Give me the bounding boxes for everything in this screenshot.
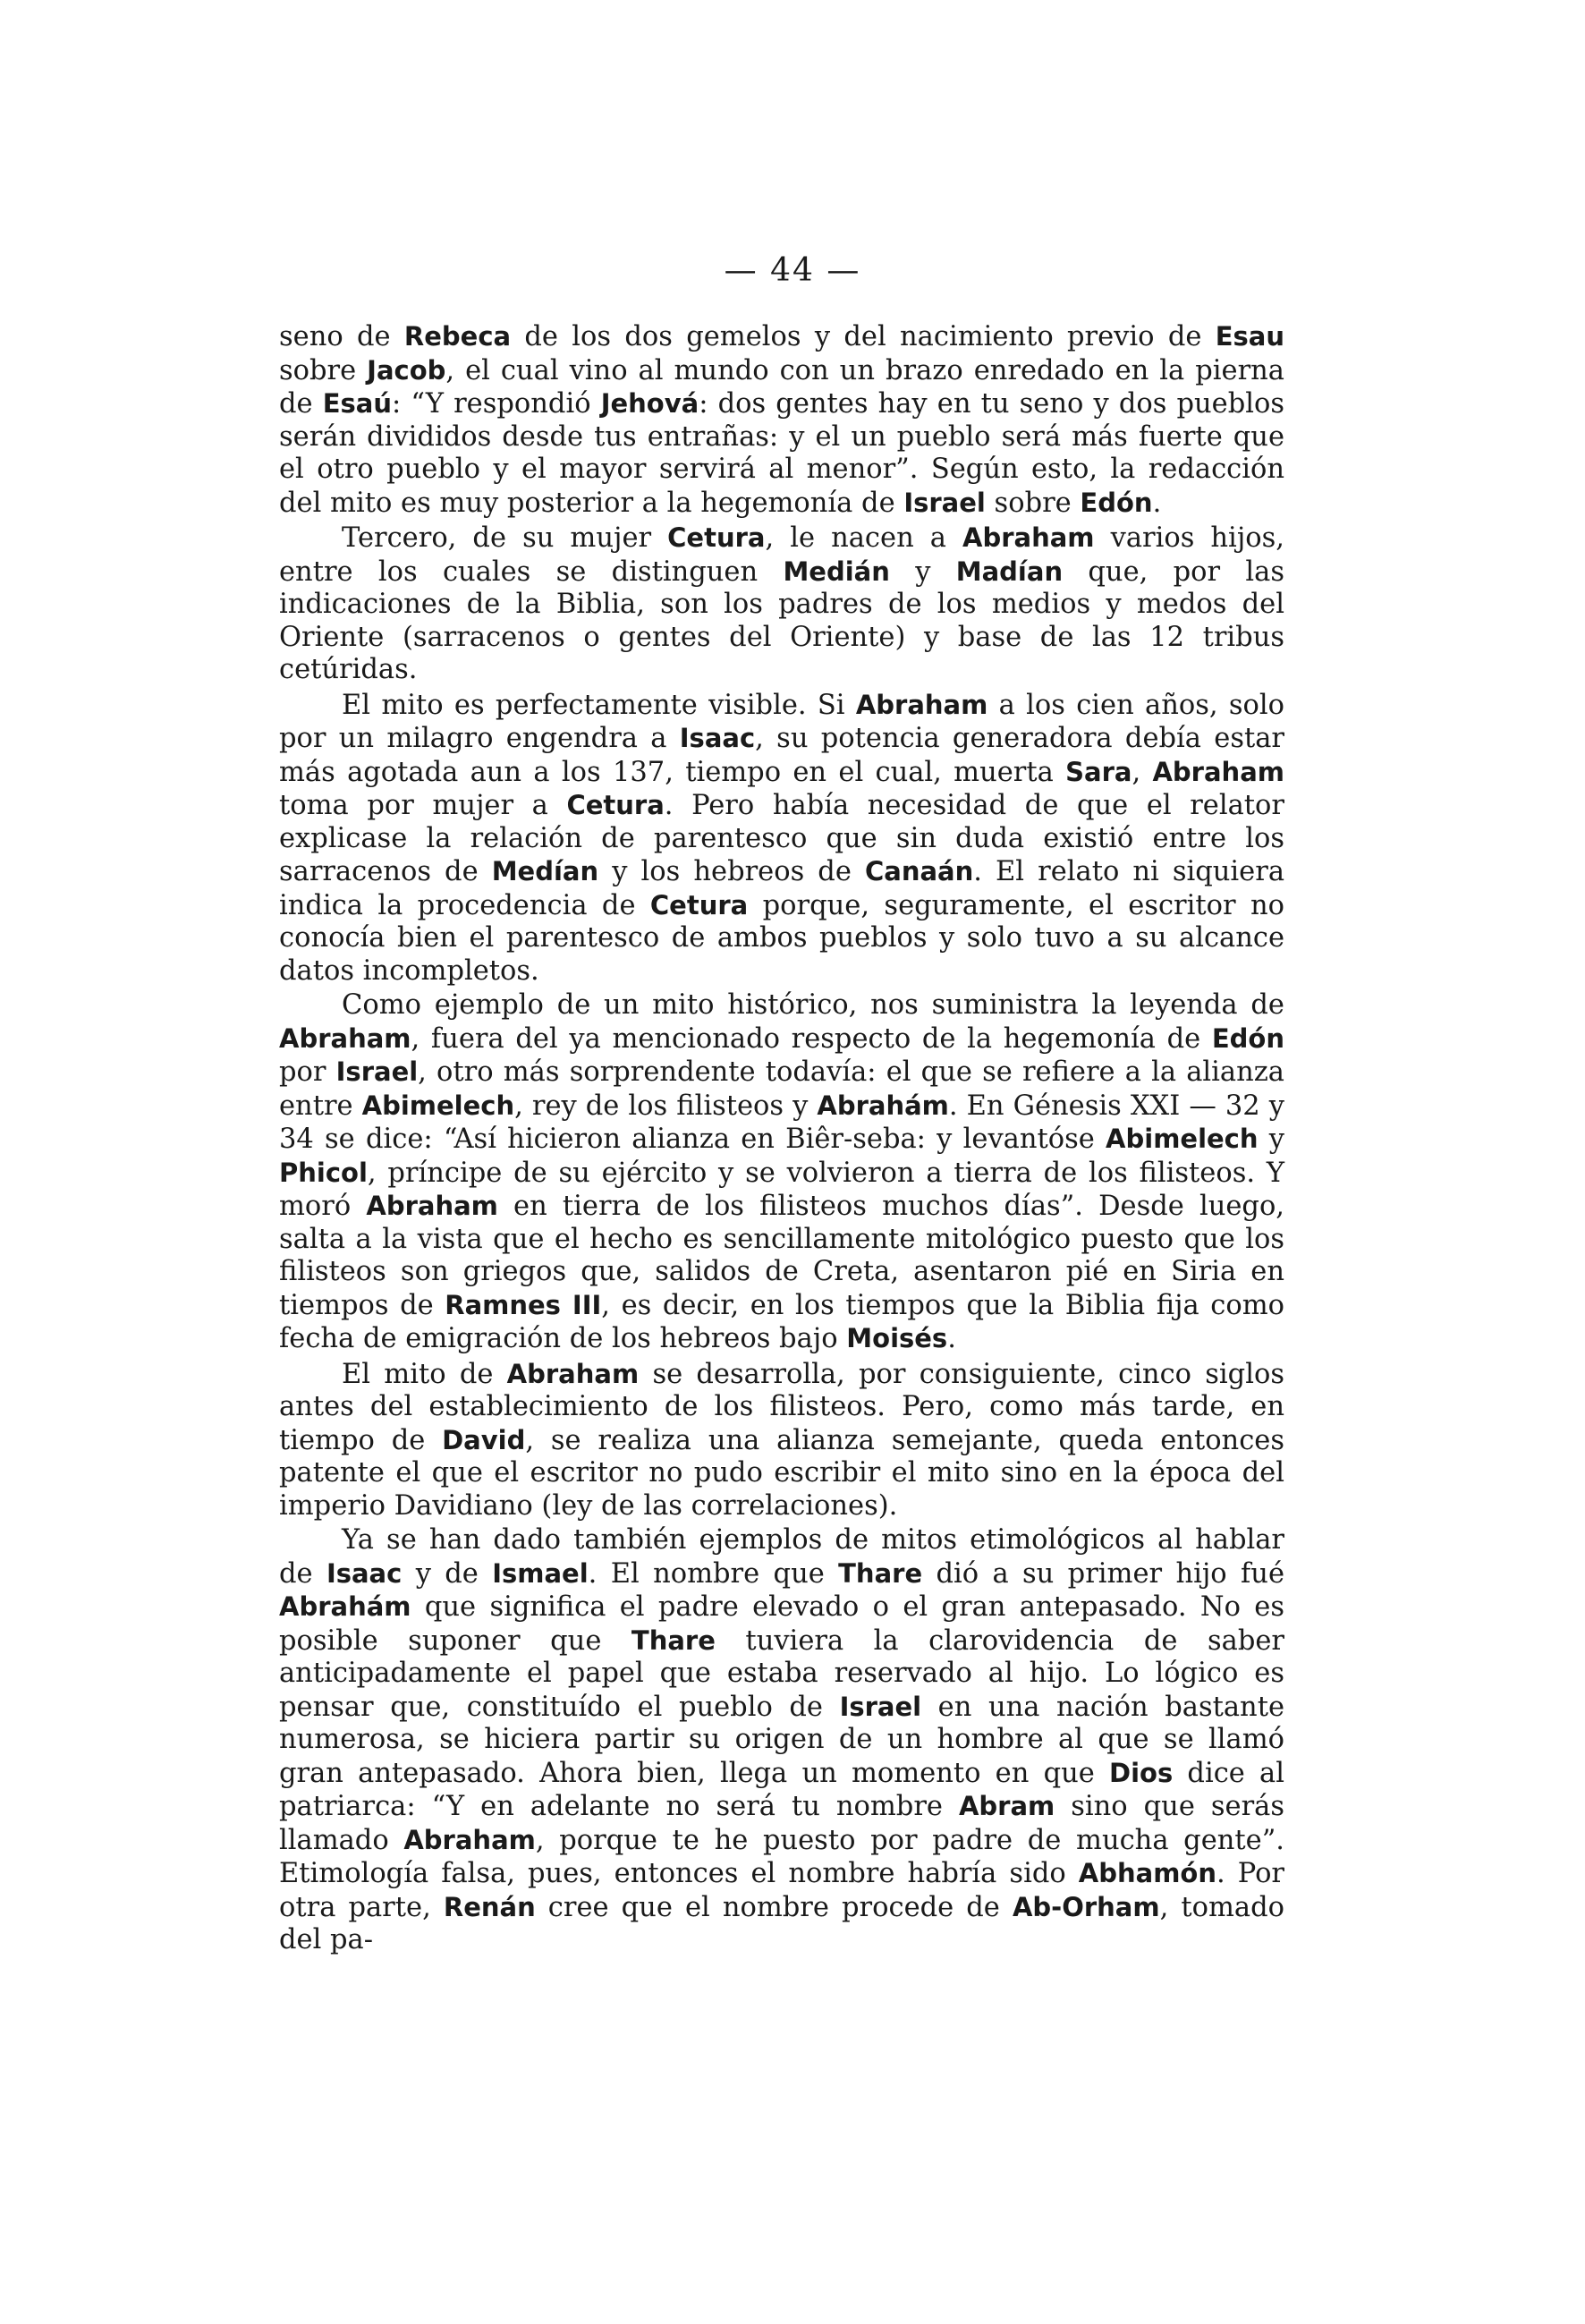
- proper-name: Moisés: [846, 1323, 948, 1353]
- text-run: tuviera la clarovidencia de saber anticipadamente el papel que estaba reservado al hijo. Lo lógico es pensar que, constituído el pueblo de: [279, 1624, 1284, 1723]
- text-run: de los dos gemelos y del nacimiento previo de: [511, 321, 1216, 352]
- proper-name: Jehová: [600, 388, 699, 419]
- proper-name: Edón: [1080, 487, 1153, 518]
- proper-name: Renán: [443, 1891, 536, 1922]
- proper-name: Abraham: [279, 1022, 411, 1054]
- text-run: y: [889, 556, 956, 588]
- text-run: porque, seguramente, el escritor no conocía bien el parentesco de ambos pueblos y solo tuvo a su alcance datos incompletos.: [279, 889, 1284, 987]
- proper-name: Israel: [903, 487, 986, 518]
- paragraph: [279, 989, 1284, 1356]
- text-run: seno de: [279, 321, 404, 352]
- paragraph: [279, 1524, 1284, 1957]
- text-run: por: [279, 1056, 336, 1088]
- text-run: . Pero había necesidad de que el relator explicase la relación de parentesco que sin duda existió entre los sarracenos de: [279, 790, 1284, 887]
- text-run: , su potencia generadora debía estar más agotada aun a los 137, tiempo en el cual, muerta: [279, 723, 1284, 788]
- proper-name: Edón: [1211, 1022, 1284, 1054]
- text-run: , fuera del ya mencionado respecto de la hegemonía de: [411, 1022, 1212, 1055]
- text-run: Tercero, de su mujer: [342, 522, 668, 554]
- text-run: . El nombre que: [588, 1557, 839, 1590]
- proper-name: Ramnes III: [445, 1289, 602, 1320]
- text-run: dió a su primer hijo fué: [922, 1557, 1285, 1590]
- text-run: y: [1258, 1124, 1284, 1155]
- text-run: cree que el nombre procede de: [535, 1891, 1013, 1923]
- proper-name: Abraham: [1152, 756, 1284, 787]
- text-run: , se realiza una alianza semejante, queda entonces patente el que el escritor no pudo escribir el mito sino en la época del imperio Davidiano (ley de las correlaciones).: [279, 1424, 1284, 1522]
- proper-name: Isaac: [679, 723, 756, 753]
- text-run: El mito de: [342, 1358, 507, 1390]
- text-run: Ya se han dado también ejemplos de mitos etimológicos al hablar de: [279, 1524, 1284, 1590]
- text-run: , es decir, en los tiempos que la Biblia fija como fecha de emigración de los hebreos bajo: [279, 1289, 1284, 1354]
- proper-name: Israel: [335, 1056, 419, 1087]
- proper-name: Thare: [838, 1557, 923, 1589]
- proper-name: Cetura: [649, 889, 749, 920]
- proper-name: Rebeca: [403, 321, 512, 352]
- text-run: . Por otra parte,: [279, 1858, 1285, 1923]
- text-run: , le nacen a: [765, 522, 963, 554]
- text-run: sobre: [279, 354, 368, 386]
- proper-name: Abrahám: [279, 1591, 411, 1622]
- proper-name: Phicol: [279, 1157, 368, 1188]
- page-number: — 44 —: [724, 252, 861, 289]
- proper-name: Abram: [958, 1791, 1055, 1821]
- text-run: , el cual vino al mundo con un brazo enredado en la pierna de: [279, 354, 1284, 420]
- text-run: . En Génesis XXI — 32 y 34 se dice: “Así hicieron alianza en Biêr-seba: y levantóse: [279, 1090, 1284, 1155]
- proper-name: Abraham: [855, 689, 988, 720]
- text-run: El mito es perfectamente visible. Si: [342, 689, 856, 721]
- paragraph: [279, 689, 1284, 988]
- proper-name: Abraham: [506, 1358, 640, 1389]
- proper-name: Abimelech: [361, 1090, 515, 1121]
- text-run: : “Y respondió: [392, 388, 601, 420]
- body-text: [279, 320, 1284, 1957]
- text-run: , príncipe de su ejército y se volvieron a tierra de los filisteos. Y moró: [279, 1157, 1284, 1222]
- text-run: . El relato ni siquiera indica la procedencia de: [279, 856, 1284, 921]
- proper-name: Abraham: [366, 1191, 498, 1221]
- text-run: sobre: [985, 487, 1081, 519]
- proper-name: Ab-Orham: [1012, 1891, 1160, 1922]
- text-run: Como ejemplo de un mito histórico, nos suministra la leyenda de: [342, 989, 1284, 1021]
- proper-name: Isaac: [326, 1557, 403, 1589]
- proper-name: Abraham: [962, 522, 1095, 553]
- text-run: a los cien años, solo por un milagro engendra a: [279, 689, 1284, 754]
- proper-name: Esaú: [322, 388, 392, 419]
- text-run: en tierra de los filisteos muchos días”. Desde luego, salta a la vista que el hecho es sencillamente mitológico puesto que los filisteos son griegos que, salidos de Creta, asentaron pié en Siria en tiempos de: [279, 1191, 1285, 1321]
- proper-name: Ismael: [492, 1557, 589, 1589]
- proper-name: Medián: [783, 556, 890, 587]
- text-run: varios hijos, entre los cuales se distinguen: [279, 522, 1284, 588]
- paragraph: [279, 1358, 1284, 1523]
- proper-name: Thare: [631, 1624, 716, 1656]
- text-run: toma por mujer a: [279, 790, 567, 821]
- text-run: .: [1152, 487, 1162, 519]
- text-run: en una nación bastante numerosa, se hiciera partir su origen de un hombre al que se llamó gran antepasado. Ahora bien, llega un momento en que: [279, 1691, 1284, 1789]
- proper-name: Cetura: [566, 790, 665, 820]
- text-run: y los hebreos de: [598, 856, 865, 887]
- text-run: , rey de los filisteos y: [514, 1090, 818, 1122]
- text-run: .: [947, 1323, 956, 1354]
- proper-name: Israel: [839, 1691, 922, 1722]
- proper-name: Madían: [955, 556, 1064, 587]
- proper-name: Abimelech: [1106, 1124, 1259, 1154]
- text-run: ,: [1132, 756, 1153, 788]
- proper-name: Esau: [1215, 321, 1284, 352]
- proper-name: Canaán: [864, 856, 974, 886]
- text-run: dice al patriarca: “Y en adelante no será tu nombre: [279, 1757, 1284, 1822]
- text-run: sino que serás llamado: [279, 1791, 1284, 1856]
- proper-name: David: [442, 1424, 526, 1455]
- text-run: que significa el padre elevado o el gran antepasado. No es posible suponer que: [279, 1591, 1284, 1657]
- proper-name: Dios: [1109, 1757, 1174, 1788]
- proper-name: Sara: [1065, 756, 1132, 787]
- text-run: , tomado del pa-: [279, 1891, 1284, 1955]
- text-run: y de: [402, 1557, 493, 1590]
- proper-name: Jacob: [367, 354, 446, 386]
- proper-name: Medían: [491, 856, 599, 886]
- text-run: , otro más sorprendente todavía: el que se refiere a la alianza entre: [279, 1056, 1284, 1122]
- proper-name: Abhamón: [1078, 1858, 1217, 1888]
- proper-name: Abrahám: [817, 1090, 949, 1121]
- text-run: se desarrolla, por consiguiente, cinco siglos antes del establecimiento de los filisteos. Pero, como más tarde, en tiempo de: [279, 1358, 1284, 1456]
- proper-name: Cetura: [667, 522, 766, 553]
- text-run: : dos gentes hay en tu seno y dos pueblos serán divididos desde tus entrañas: y el un pueblo será más fuerte que el otro pueblo y el mayor servirá al menor”. Según esto, la redacción del mito es muy posterior a la hegemonía de: [279, 388, 1284, 519]
- text-run: , porque te he puesto por padre de mucha gente”. Etimología falsa, pues, entonces el nombre habría sido: [279, 1824, 1284, 1889]
- paragraph: [279, 522, 1284, 687]
- paragraph: [279, 320, 1284, 520]
- proper-name: Abraham: [403, 1824, 536, 1855]
- text-run: que, por las indicaciones de la Biblia, son los padres de los medios y medos del Oriente (sarracenos o gentes del Oriente) y base de las 12 tribus cetúridas.: [279, 556, 1284, 685]
